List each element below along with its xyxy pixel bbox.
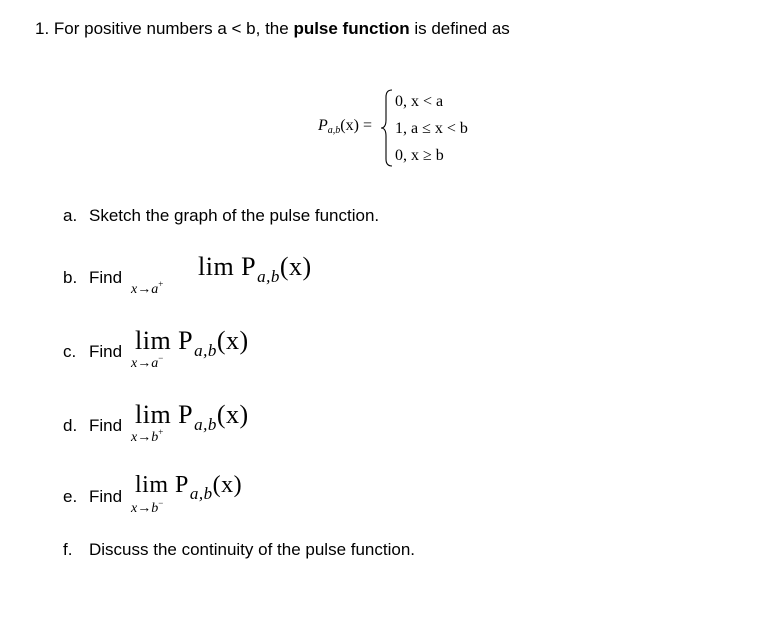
limit-argument: (x)	[279, 252, 312, 281]
definition-symbol: P	[318, 117, 328, 134]
part-text: Find	[89, 342, 123, 361]
definition-subscript: a,b	[327, 125, 341, 136]
part-label: e.	[63, 487, 78, 506]
approach-text: x→b	[131, 501, 159, 516]
limit-subscript: a,b	[257, 267, 280, 286]
limit-operator: lim P	[135, 472, 189, 498]
limit-subscript: a,b	[194, 415, 217, 434]
problem-title-suffix: is defined as	[409, 19, 510, 38]
definition-cases	[395, 88, 468, 169]
definition-lhs	[318, 117, 372, 136]
part-label: f.	[63, 540, 73, 559]
part-c	[63, 326, 363, 382]
part-text: Sketch the graph of the pulse function.	[89, 206, 380, 225]
part-d-prompt	[63, 416, 122, 436]
approach-side: −	[158, 353, 164, 363]
part-label: b.	[63, 268, 78, 287]
part-e	[63, 472, 363, 528]
part-e-prompt	[63, 487, 122, 507]
limit-approach	[131, 353, 163, 372]
limit-approach	[131, 427, 163, 446]
limit-operator: lim P	[198, 252, 257, 281]
limit-subscript: a,b	[189, 484, 213, 503]
problem-statement	[35, 19, 510, 39]
problem-title-prefix: 1. For positive numbers a < b, the	[35, 19, 294, 38]
approach-text: x→b	[131, 430, 159, 445]
part-c-prompt	[63, 342, 122, 362]
limit-operator: lim P	[135, 326, 194, 355]
approach-side: +	[158, 427, 164, 437]
limit-approach	[131, 279, 163, 298]
problem-title-bold: pulse function	[293, 19, 410, 38]
part-label: a.	[63, 206, 78, 225]
case-row: 1, a ≤ x < b	[395, 120, 468, 137]
approach-text: x→a	[131, 356, 159, 371]
part-text: Find	[89, 416, 123, 435]
limit-approach	[131, 498, 163, 517]
approach-side: −	[158, 498, 164, 508]
piecewise-definition	[318, 88, 498, 170]
approach-side: +	[158, 279, 164, 289]
part-b	[63, 252, 363, 308]
case-row: 0, x ≥ b	[395, 147, 444, 164]
limit-argument: (x)	[216, 400, 249, 429]
definition-argument: (x) =	[340, 117, 372, 134]
case-row: 0, x < a	[395, 93, 444, 110]
part-b-prompt	[63, 268, 122, 288]
part-d	[63, 400, 363, 456]
limit-operator: lim P	[135, 400, 194, 429]
limit-argument: (x)	[216, 326, 249, 355]
part-label: c.	[63, 342, 77, 361]
part-text: Find	[89, 268, 123, 287]
part-a	[63, 206, 379, 226]
part-f	[63, 540, 415, 560]
limit-subscript: a,b	[194, 341, 217, 360]
limit-argument: (x)	[212, 472, 243, 498]
part-label: d.	[63, 416, 78, 435]
part-text: Find	[89, 487, 123, 506]
limit-expression	[198, 252, 312, 287]
part-text: Discuss the continuity of the pulse function.	[89, 540, 416, 559]
approach-text: x→a	[131, 282, 159, 297]
left-brace-icon	[380, 88, 394, 168]
